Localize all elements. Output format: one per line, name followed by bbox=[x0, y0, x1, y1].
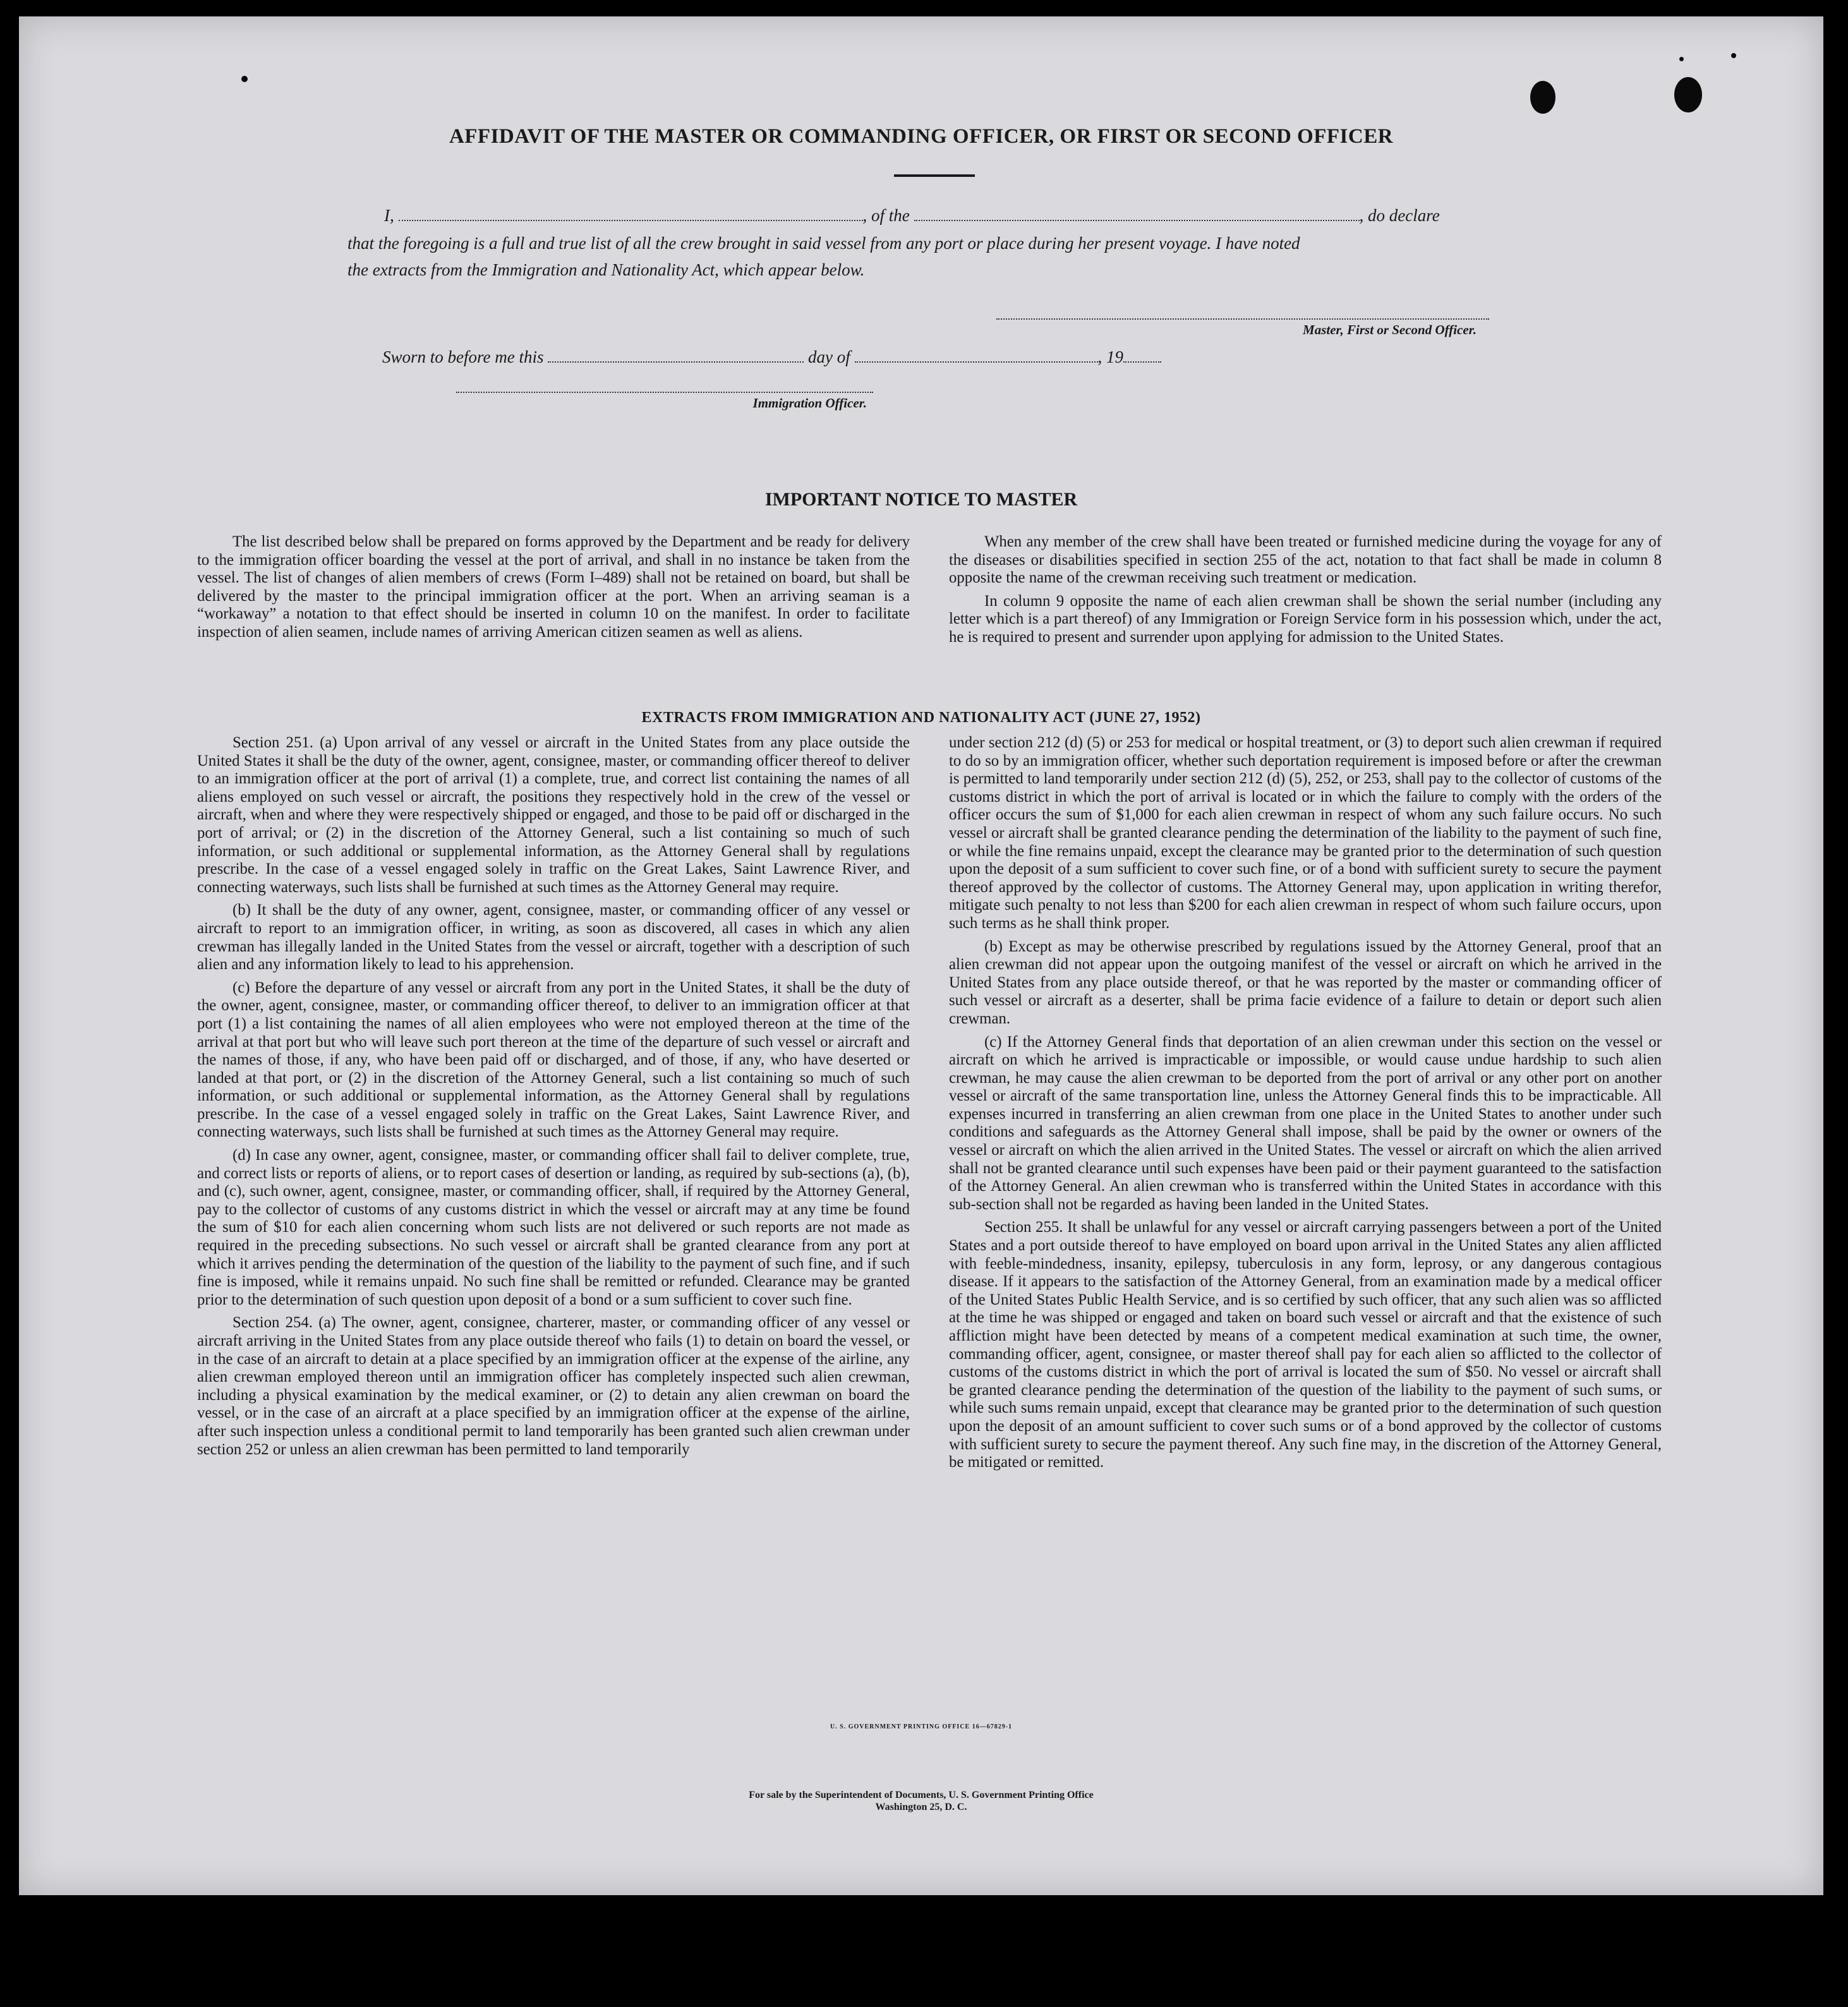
ink-speck-mark bbox=[1731, 53, 1736, 58]
for-sale-line: For sale by the Superintendent of Documents, U. S. Government Printing Office bbox=[749, 1790, 1094, 1800]
notice-paragraph: In column 9 opposite the name of each alien crewman shall be shown the serial number (including any letter which is a part thereof) of any Immigration or Foreign Service form in his possession which, under the act, he is required to present and surrender upon applying for admission to the United States. bbox=[949, 592, 1662, 646]
title-underline-rule bbox=[894, 174, 975, 177]
do-declare-label: , do declare bbox=[1359, 206, 1440, 225]
statute-paragraph: (b) Except as may be otherwise prescribed by regulations issued by the Attorney General, proof that an alien crewman did not appear upon the outgoing manifest of the vessel or aircraft on which he arrived in the United States from any place outside thereof, or that he was reported by the master or commanding officer of such vessel or aircraft as a deserter, shall be prima facie evidence of a failure to detain or deport such alien crewman. bbox=[949, 937, 1662, 1027]
name-blank-field[interactable] bbox=[399, 208, 863, 221]
affidavit-title: AFFIDAVIT OF THE MASTER OR COMMANDING OFFICER, OR FIRST OR SECOND OFFICER bbox=[449, 125, 1394, 148]
statute-paragraph: (c) Before the departure of any vessel or aircraft from any port in the United States, it shall be the duty of the owner, agent, consignee, master, or commanding officer thereof, to deliver to an immigration officer at that port (1) a list containing the names of all alien employees who were not employed thereon at the time of the arrival at that port but who will leave such port thereon at the time of the departure of such vessel or aircraft and the names of those, if any, who have been paid off or discharged, and of those, if any, who have deserted or landed at that port, or (2) in the discretion of the Attorney General, such a list containing so much of such information, or such additional or supplemental information, as the Attorney General shall by regulations prescribe. In the case of a vessel engaged solely in traffic on the Great Lakes, Saint Lawrence River, and connecting waterways, such lists shall be furnished at such times as the Attorney General may require. bbox=[197, 979, 910, 1141]
i-label: I, bbox=[384, 206, 394, 225]
statute-paragraph: (c) If the Attorney General finds that deportation of an alien crewman under this section on the vessel or aircraft on which he arrived is impracticable or impossible, or would cause undue hardship to such alien crewman, he may cause the alien crewman to be deported from the port of arrival or any other port on another vessel or aircraft of the same transportation line, unless the Attorney General finds this to be impracticable. All expenses incurred in transferring an alien crewman from one place in the United States to another under such conditions and safeguards as the Attorney General shall impose, shall be paid by the owner or owners of the vessel or aircraft on which the alien arrived in the United States. The vessel or aircraft on which the alien arrived shall not be granted clearance until such expenses have been paid or their payment guaranteed to the satisfaction of the Attorney General. An alien crewman who is transferred within the United States in accordance with this sub-section shall not be regarded as having been landed in the United States. bbox=[949, 1033, 1662, 1213]
master-signature-label: Master, First or Second Officer. bbox=[1303, 322, 1477, 337]
declaration-line-1 bbox=[384, 206, 1515, 226]
notice-left-column bbox=[197, 533, 910, 647]
document-page bbox=[19, 16, 1823, 1895]
vessel-blank-field[interactable] bbox=[914, 208, 1360, 221]
notice-right-column bbox=[949, 533, 1662, 652]
ink-blotch-mark bbox=[1674, 77, 1702, 112]
immigration-officer-label: Immigration Officer. bbox=[752, 395, 867, 411]
ink-speck-mark bbox=[241, 76, 248, 82]
statute-paragraph: under section 212 (d) (5) or 253 for medical or hospital treatment, or (3) to deport such alien crewman if required to do so by an immigration officer, whether such deportation requirement is imposed before or after the crewman is permitted to land temporarily under section 212 (d) (5), 252, or 253, shall pay to the collector of customs of the customs district in which the port of arrival is located or in which the failure to comply with the orders of the officer occurs the sum of $1,000 for each alien crewman in respect of whom any such failure occurs. No such vessel or aircraft shall be granted clearance pending the determination of the liability to the payment of such fine, or while the fine remains unpaid, except the clearance may be granted prior to the determination of such question upon the deposit of a sum sufficient to cover such fine, or of a bond with sufficient surety to secure the payment thereof approved by the collector of customs. The Attorney General may, upon application in writing therefor, mitigate such penalty to not less than $200 for each alien crewman in respect of whom such failure occurs, upon such terms as he shall think proper. bbox=[949, 734, 1662, 932]
immigration-officer-signature-line[interactable] bbox=[456, 392, 873, 393]
master-signature-line[interactable] bbox=[996, 318, 1489, 320]
for-sale-notice bbox=[19, 1789, 1823, 1813]
extracts-heading: EXTRACTS FROM IMMIGRATION AND NATIONALITY ACT (JUNE 27, 1952) bbox=[641, 709, 1201, 726]
notice-paragraph: When any member of the crew shall have been treated or furnished medicine during the voyage for any of the diseases or disabilities specified in section 255 of the act, notation to that fact shall be made in column 8 opposite the name of the crewman receiving such treatment or medication. bbox=[949, 533, 1662, 587]
sworn-day-blank[interactable] bbox=[548, 350, 804, 363]
sworn-label: Sworn to before me this bbox=[382, 347, 544, 366]
declaration-line-3: the extracts from the Immigration and Nationality Act, which appear below. bbox=[347, 260, 865, 279]
statute-paragraph: (d) In case any owner, agent, consignee, master, or commanding officer shall fail to deliver complete, true, and correct lists or reports of aliens, or to report cases of desertion or landing, as required by sub-sections (a), (b), and (c), such owner, agent, consignee, master, or commanding officer, shall, if required by the Attorney General, pay to the collector of customs of any customs district in which the vessel or aircraft may at any time be found the sum of $10 for each alien concerning whom such lists are not delivered or such reports are not made as required in the preceding subsections. No such vessel or aircraft shall be granted clearance from any port at which it arrives pending the determination of the question of the liability to the payment of such fine, and if such fine is imposed, while it remains unpaid. No such fine shall be remitted or refunded. Clearance may be granted prior to the determination of such question upon deposit of a bond or a sum sufficient to cover such fine. bbox=[197, 1147, 910, 1308]
gpo-imprint: U. S. GOVERNMENT PRINTING OFFICE 16—67829-1 bbox=[830, 1723, 1013, 1730]
sworn-year-blank[interactable] bbox=[1123, 350, 1161, 363]
statute-paragraph: (b) It shall be the duty of any owner, agent, consignee, master, or commanding officer of any vessel or aircraft to report to an immigration officer, in writing, as soon as discovered, all cases in which any alien crewman has illegally landed in the United States from the vessel or aircraft, together with a description of such alien and any information likely to lead to his apprehension. bbox=[197, 901, 910, 973]
ink-speck-mark bbox=[1679, 57, 1684, 61]
day-of-label: day of bbox=[808, 347, 850, 366]
sworn-month-blank[interactable] bbox=[855, 350, 1098, 363]
of-the-label: , of the bbox=[862, 206, 910, 225]
sworn-line bbox=[382, 347, 1267, 367]
ink-blotch-mark bbox=[1530, 81, 1555, 114]
notice-paragraph: The list described below shall be prepared on forms approved by the Department and be ready for delivery to the immigration officer boarding the vessel at the port of arrival, and shall in no instance be taken from the vessel. The list of changes of alien members of crews (Form I–489) shall not be retained on board, but shall be delivered by the master to the principal immigration officer at the port. When an arriving seaman is a “workaway” a notation to that effect should be inserted in column 10 on the manifest. In order to facilitate inspection of alien seamen, include names of arriving American citizen seamen as well as aliens. bbox=[197, 533, 910, 641]
statute-paragraph: Section 251. (a) Upon arrival of any vessel or aircraft in the United States from any place outside the United States it shall be the duty of the owner, agent, consignee, master, or commanding officer thereof to deliver to an immigration officer at the port of arrival (1) a complete, true, and correct list containing the names of all aliens employed on such vessel or aircraft, the positions they respectively hold in the crew of the vessel or aircraft, when and where they were respectively shipped or engaged, and those to be paid off or discharged in the port of arrival; or (2) in the discretion of the Attorney General, such a list containing so much of such information, or such additional or supplemental information, as the Attorney General shall by regulations prescribe. In the case of a vessel engaged solely in traffic on the Great Lakes, Saint Lawrence River, and connecting waterways, such lists shall be furnished at such times as the Attorney General may require. bbox=[197, 734, 910, 896]
year-label: , 19 bbox=[1097, 347, 1123, 366]
important-notice-heading: IMPORTANT NOTICE TO MASTER bbox=[764, 489, 1078, 510]
for-sale-address: Washington 25, D. C. bbox=[875, 1802, 967, 1812]
extracts-left-column bbox=[197, 734, 910, 1464]
extracts-right-column bbox=[949, 734, 1662, 1477]
statute-paragraph: Section 254. (a) The owner, agent, consignee, charterer, master, or commanding officer of any vessel or aircraft arriving in the United States from any place outside thereof who fails (1) to detain on board the vessel, or in the case of an aircraft to detain at a place specified by an immigration officer at the expense of the airline, any alien crewman employed thereon until an immigration officer has completely inspected such alien crewman, including a physical examination by the medical examiner, or (2) to detain any alien crewman on board the vessel, or in the case of an aircraft at a place specified by an immigration officer at the expense of the airline, after such inspection unless a conditional permit to land temporarily has been granted such alien crewman under section 252 or unless an alien crewman has been permitted to land temporarily bbox=[197, 1314, 910, 1458]
statute-paragraph: Section 255. It shall be unlawful for any vessel or aircraft carrying passengers between a port of the United States and a port outside thereof to have employed on board upon arrival in the United States any alien afflicted with feeble-mindedness, insanity, epilepsy, tuberculosis in any form, leprosy, or any dangerous contagious disease. If it appears to the satisfaction of the Attorney General, from an examination made by a medical officer of the United States Public Health Service, and is so certified by such officer, that any such alien was so afflicted at the time he was shipped or engaged and taken on board such vessel or aircraft and that the existence of such affliction might have been detected by means of a competent medical examination at such time, the owner, commanding officer, agent, consignee, or master thereof shall pay for each alien so afflicted to the collector of customs of the customs district in which the port of arrival is located the sum of $50. No vessel or aircraft shall be granted clearance pending the determination of the question of the liability to the payment of such sums, or while such sums remain unpaid, except that clearance may be granted prior to the determination of such question upon the deposit of an amount sufficient to cover such sums or of a bond approved by the collector of customs with sufficient surety to secure the payment thereof. Any such fine may, in the discretion of the Attorney General, be mitigated or remitted. bbox=[949, 1219, 1662, 1471]
declaration-line-2: that the foregoing is a full and true list of all the crew brought in said vessel from any port or place during her present voyage. I have noted bbox=[347, 234, 1300, 253]
